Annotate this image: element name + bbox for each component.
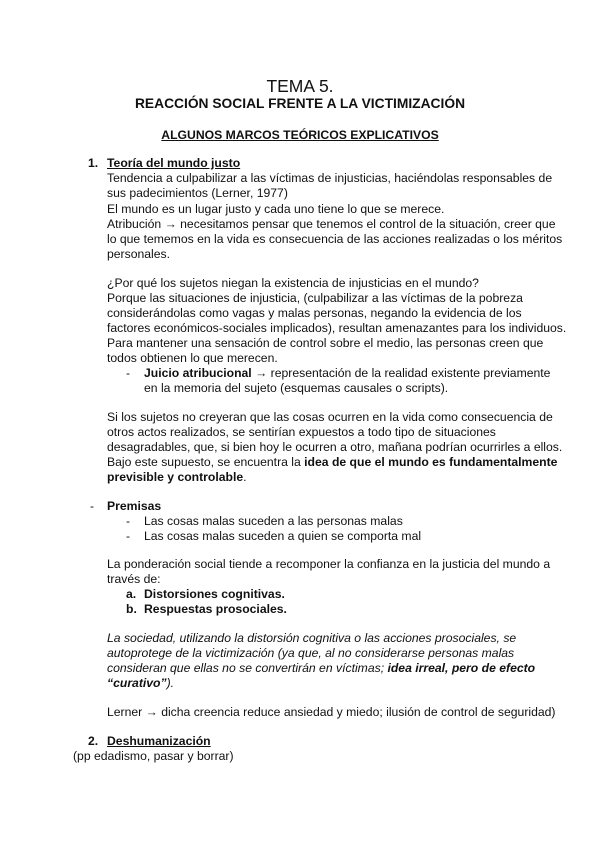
document-subtitle: REACCIÓN SOCIAL FRENTE A LA VICTIMIZACIÓN: [134, 96, 466, 111]
paragraph-text: Bajo este supuesto, se encuentra la: [107, 455, 305, 469]
ponderacion-line: través de:: [107, 572, 161, 586]
question-line: ¿Por qué los sujetos niegan la existencia de injusticias en el mundo?: [107, 276, 479, 290]
italic-line: [107, 675, 174, 691]
paragraph-line: otros actos realizados, se sentirían expuestos a todo tipo de situaciones: [107, 425, 496, 439]
list-marker: b.: [126, 602, 137, 616]
section-1-line: personales.: [107, 247, 171, 261]
list-marker: a.: [126, 587, 137, 601]
premisa-item: Las cosas malas suceden a quien se comporta mal: [144, 529, 422, 543]
premisa-item: Las cosas malas suceden a las personas malas: [144, 514, 403, 528]
bullet-term: Juicio atribucional: [144, 366, 252, 380]
answer-line: todos obtienen lo que merecen.: [107, 351, 278, 365]
paragraph-line: [107, 469, 247, 485]
section-2-number: 2.: [88, 734, 99, 748]
section-1-line: sus padecimientos (Lerner, 1977): [107, 186, 288, 200]
bullet-line: en la memoria del sujeto (esquemas causales o scripts).: [144, 381, 449, 395]
premisa-dash: -: [126, 529, 131, 543]
bullet-item: [144, 365, 550, 381]
list-item: Distorsiones cognitivas.: [144, 587, 285, 601]
italic-text: consideran que ellas no se convertirán en víctimas;: [107, 661, 388, 675]
italic-emphasis: “curativo”: [107, 676, 167, 690]
paragraph-text: .: [243, 470, 247, 484]
section-2-heading: Deshumanización: [107, 734, 211, 748]
bullet-text: → representación de la realidad existente previamente: [251, 366, 551, 380]
premisa-dash: -: [126, 514, 131, 528]
section-heading: ALGUNOS MARCOS TEÓRICOS EXPLICATIVOS: [161, 128, 439, 142]
paragraph-emphasis: previsible y controlable: [107, 470, 244, 484]
italic-line: [107, 660, 535, 676]
answer-line: factores económicos-sociales implicados), resultan amenazantes para los individuos.: [107, 321, 567, 335]
premisas-dash: -: [90, 499, 95, 513]
italic-emphasis: idea irreal, pero de efecto: [387, 661, 536, 675]
paragraph-line: [107, 454, 557, 470]
answer-line: considerándolas como vagas y malas personas, negando la evidencia de los: [107, 306, 522, 320]
ponderacion-line: La ponderación social tiende a recomponer la confianza en la justicia del mundo a: [107, 557, 551, 571]
section-1-line: Tendencia a culpabilizar a las víctimas de injusticias, haciéndolas responsables de: [107, 171, 553, 185]
italic-text: ).: [166, 676, 175, 690]
section-2-note: (pp edadismo, pasar y borrar): [73, 749, 234, 763]
section-1-heading: Teoría del mundo justo: [107, 156, 241, 170]
italic-line: La sociedad, utilizando la distorsión cognitiva o las acciones prosociales, se: [107, 631, 517, 645]
section-1-number: 1.: [88, 156, 99, 170]
section-1-line: El mundo es un lugar justo y cada uno tiene lo que se merece.: [107, 202, 445, 216]
italic-line: autoprotege de la victimización (ya que, al no considerarse personas malas: [107, 646, 515, 660]
answer-line: Para mantener una sensación de control sobre el medio, las personas creen que: [107, 336, 544, 350]
paragraph-line: desagradables, que, si bien hoy le ocurren a otro, mañana podrían ocurrirles a ellos.: [107, 440, 563, 454]
paragraph-emphasis: idea de que el mundo es fundamentalmente: [304, 455, 558, 469]
section-1-line: Atribución → necesitamos pensar que tenemos el control de la situación, creer que: [107, 217, 556, 231]
lerner-line: Lerner → dicha creencia reduce ansiedad y miedo; ilusión de control de seguridad): [107, 705, 556, 719]
answer-line: Porque las situaciones de injusticia, (culpabilizar a las víctimas de la pobreza: [107, 291, 523, 305]
section-1-line: lo que tememos en la vida es consecuencia de las acciones realizadas o los méritos: [107, 232, 563, 246]
document-title: TEMA 5.: [266, 76, 334, 96]
list-item: Respuestas prosociales.: [144, 602, 287, 616]
premisas-heading: Premisas: [107, 499, 162, 513]
paragraph-line: Si los sujetos no creyeran que las cosas ocurren en la vida como consecuencia de: [107, 410, 553, 424]
bullet-dash: -: [126, 366, 131, 380]
